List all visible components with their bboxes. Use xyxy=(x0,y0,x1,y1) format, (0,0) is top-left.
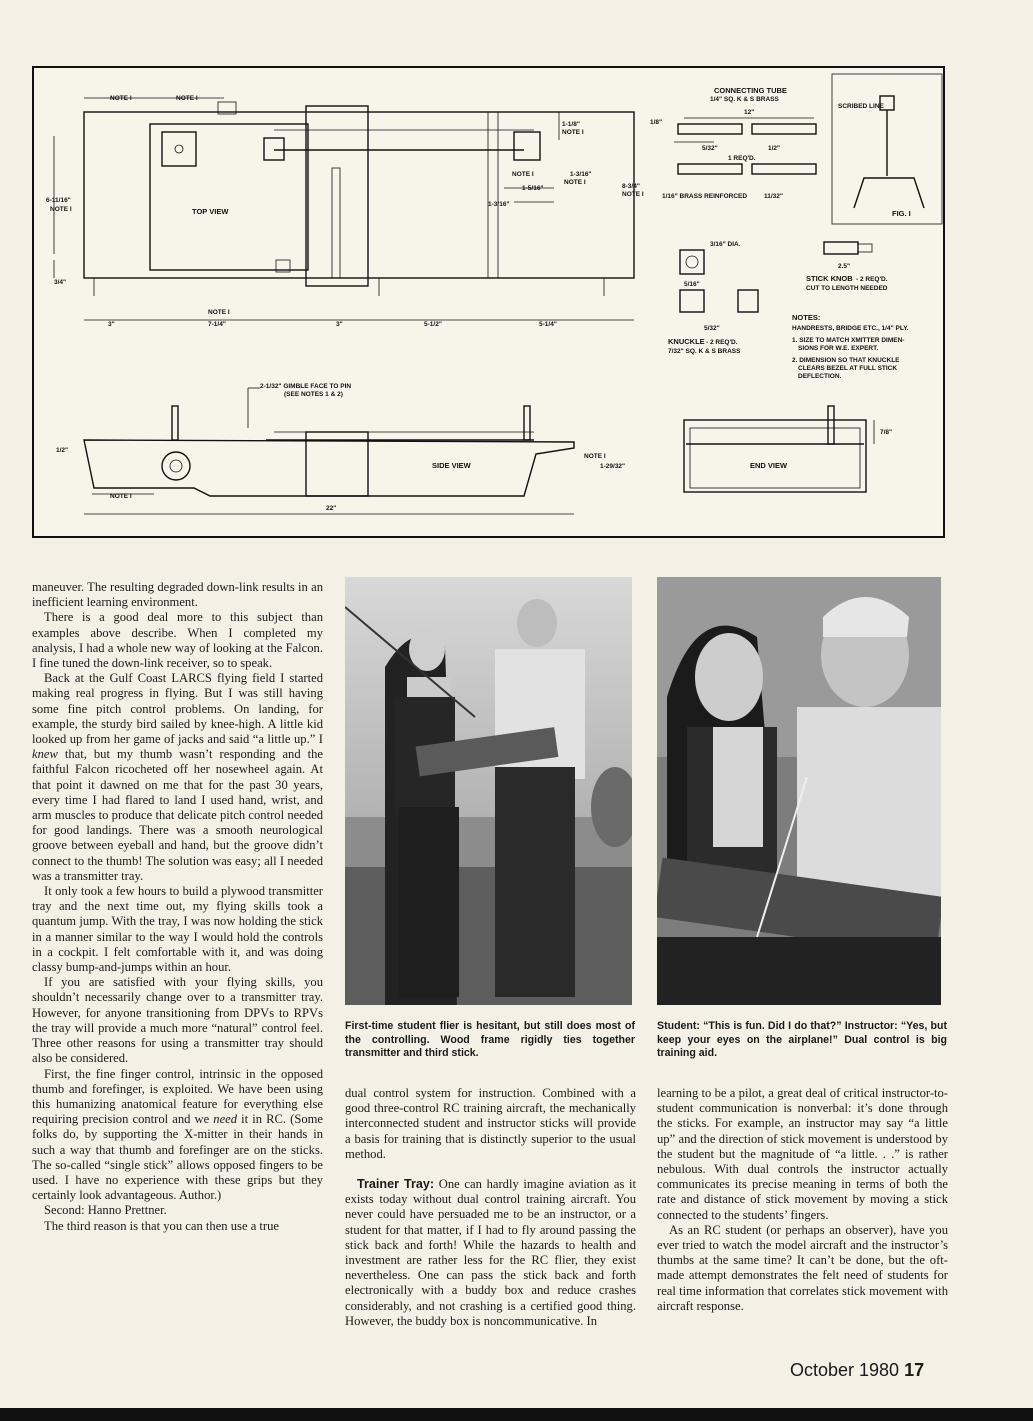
dim-1-5-16: 1-5/16" xyxy=(522,185,544,192)
side-view-label: SIDE VIEW xyxy=(432,461,471,470)
dim-1-29-32: 1-29/32" xyxy=(600,463,626,470)
col3-para-2: As an RC student (or perhaps an observer), have you ever tried to watch the model aircraft and the instructor’s thumbs at the same time? It can’t be done, but the oft-made attempt demonstrates the felt need of students for real time information that correlates stick movement with aircraft response. xyxy=(657,1222,948,1313)
dim-6-11-16: 6-11/16" xyxy=(46,197,71,204)
note1-label-b: NOTE I xyxy=(176,95,198,102)
article-column-3 xyxy=(657,1086,948,1314)
notes-1b: SIONS FOR W.E. EXPERT. xyxy=(798,345,879,352)
col1-para-4: It only took a few hours to build a plywood transmitter tray and the next time out, my flying skills took a quantum jump. With the tray, I was now holding the stick in a manner similar to the way I would hold the controls in a cockpit. I felt comfortable with it, and was doing classy bump-and-jumps within an hour. xyxy=(32,884,323,975)
photo-student-and-instructor-closeup xyxy=(657,577,941,1005)
col3-para-1: learning to be a pilot, a great deal of critical instructor-to-student communication is nonverbal: it’s done through the sticks. For example, an instructor may say “a little up” and the direction of stick movement is understood by the student but the magnitude of “a little. . .” is rather nebulous. With dual controls the instructor actually communicates its precise meaning in terms of both the rate and distance of stick movement by moving a stick connected to the students’ fingers. xyxy=(657,1086,948,1222)
connecting-tube-title: CONNECTING TUBE xyxy=(714,86,787,95)
dim-3-b: 3" xyxy=(336,321,343,328)
knuckle-title: KNUCKLE xyxy=(668,337,705,346)
dim-7-1-4: 7-1/4" xyxy=(208,321,226,328)
dim-1-2: 1/2" xyxy=(56,447,69,454)
stick-knob-spec: - 2 REQ'D. xyxy=(856,276,888,283)
note1-label-a: NOTE I xyxy=(110,95,132,102)
col1-para-5: If you are satisfied with your flying skills, you shouldn’t necessarily change over to a transmitter tray. However, for anyone transitioning from DPVs to RPVs the tray will provide a much more “natural” control feel. Three other reasons for using a transmitter tray should also be considered. xyxy=(32,975,323,1066)
technical-drawing xyxy=(32,66,945,538)
article-column-2 xyxy=(345,1086,636,1329)
issue-date: October 1980 xyxy=(790,1360,900,1380)
notes-1a: 1. SIZE TO MATCH XMITTER DIMEN- xyxy=(792,337,905,344)
photo-student-and-instructor-standing xyxy=(345,577,632,1005)
page-number: 17 xyxy=(904,1360,925,1380)
drawing-notes xyxy=(792,313,909,380)
gimble-note2: (SEE NOTES 1 & 2) xyxy=(284,391,343,398)
col1-para-6: First, the fine finger control, intrinsic in the opposed thumb and forefinger, is exploited. We have been using this humanizing anatomical feature for everything else requiring precision control and we need it in RC. (Some folks do, by supporting the X-mitter in their hands in such a way that thumb and forefinger are on the sticks. The so-called “single stick” allows opposed fingers to be used. I have no experience with these grips but they certainly look advantageous. Author.) xyxy=(32,1066,324,1203)
brass-reinforced: 1/16" BRASS REINFORCED xyxy=(662,193,748,200)
dim-1-3-16: 1-3/16" xyxy=(570,171,592,178)
col1-para-8: The third reason is that you can then use a true xyxy=(44,1218,280,1233)
photo2-image xyxy=(657,577,941,1005)
article-column-1 xyxy=(32,580,323,1234)
top-view-label: TOP VIEW xyxy=(192,207,229,216)
top-view-drawing xyxy=(46,95,644,328)
one-reqd: 1 REQ'D. xyxy=(728,155,756,162)
side-view-drawing xyxy=(56,383,625,514)
dim-5-32b: 5/32" xyxy=(704,325,720,332)
note1-label-c: NOTE I xyxy=(50,206,72,213)
knuckle-drawing xyxy=(668,241,758,355)
trainer-tray-heading: Trainer Tray: xyxy=(357,1177,435,1192)
dim-7-8: 7/8" xyxy=(880,429,893,436)
stick-knob-drawing xyxy=(806,242,888,292)
end-view-label: END VIEW xyxy=(750,461,788,470)
dim-5-1-4: 5-1/4" xyxy=(539,321,557,328)
dim-1-8: 1/8" xyxy=(650,119,663,126)
knuckle-spec: - 2 REQ'D. xyxy=(706,339,738,346)
photo1-image xyxy=(345,577,632,1005)
notes-0: HANDRESTS, BRIDGE ETC., 1/4" PLY. xyxy=(792,325,909,332)
dim-2-5: 2.5" xyxy=(838,263,851,270)
dim-3-16-dia: 3/16" DIA. xyxy=(710,241,741,248)
dim-1-3-16-b: 1-3/16" xyxy=(488,201,510,208)
stick-knob-title: STICK KNOB xyxy=(806,274,853,283)
notes-title: NOTES: xyxy=(792,313,821,322)
fig1-drawing xyxy=(832,74,942,224)
dim-5-32: 5/32" xyxy=(702,145,718,152)
photo2-caption: Student: “This is fun. Did I do that?” Instructor: “Yes, but keep your eyes on the airplane!” Dual control is big training aid. xyxy=(657,1020,947,1060)
tube-spec: 1/4" SQ. K & S BRASS xyxy=(710,96,779,103)
dim-3-4: 3/4" xyxy=(54,279,67,286)
connecting-tube-drawing xyxy=(650,86,816,200)
knuckle-spec2: 7/32" SQ. K & S BRASS xyxy=(668,348,741,355)
notes-2a: 2. DIMENSION SO THAT KNUCKLE xyxy=(792,357,900,364)
col1-para-2: There is a good deal more to this subject than examples above describe. When I completed my analysis, I had a whole new way of looking at the Falcon. I fine tuned the down-link receiver, so to speak. xyxy=(32,610,323,671)
dim-5-16: 5/16" xyxy=(684,281,700,288)
note1-label-g: NOTE I xyxy=(564,179,586,186)
trainer-tray-plans xyxy=(34,68,943,536)
col2-para-1: dual control system for instruction. Combined with a good three-control RC training aircraft, the mechanically interconnected student and instructor sticks will provide a basis for training that is distinctly superior to the usual method. xyxy=(345,1086,636,1161)
stick-knob-spec2: CUT TO LENGTH NEEDED xyxy=(806,285,888,292)
note1-label-d: NOTE I xyxy=(208,309,230,316)
dim-22: 22" xyxy=(326,505,337,512)
note1-label-f: NOTE I xyxy=(512,171,534,178)
col2-para-2: Trainer Tray: One can hardly imagine aviation as it exists today without dual control training aircraft. You never could have persuaded me to be an instructor, or a student for that matter, if I had to fly around passing the stick back and forth! While the hazards to health and investment are rather less for the RC flier, they exist nevertheless. One can pass the stick back and forth electronically with a buddy box and reduce crashes considerably, and not crashing is a certified good thing. However, the buddy box is noncommunicative. In xyxy=(345,1177,636,1328)
note1-label-i: NOTE I xyxy=(110,493,132,500)
notes-2b: CLEARS BEZEL AT FULL STICK xyxy=(798,365,898,372)
dim-1-1-8: 1-1/8" xyxy=(562,121,580,128)
note1-label-j: NOTE I xyxy=(584,453,606,460)
page-folio xyxy=(790,1360,924,1381)
col1-para-3: Back at the Gulf Coast LARCS flying field I started making real progress in flying. But I was still having some fine pitch control problems. On landing, for example, the sturdy bird sailed by knee-high. A little kid looked up from her game of jacks and said “a little up.” I knew that, but my thumb wasn’t responding and the faithful Falcon ricocheted off her nosewheel again. At that point it dawned on me that for the past 30 years, every time I had flared to land I used hand, wrist, and arm muscles to produce that delicate pitch control needed for good landings. There was a smooth neurological groove between eyeball and hand, but the groove didn’t connect to the thumb! The solution was easy; all I needed was a transmitter tray. xyxy=(32,671,323,883)
photo1-caption: First-time student flier is hesitant, but still does most of the controlling. Wood frame rigidly ties together transmitter and third stick. xyxy=(345,1020,635,1060)
col1-para-7: Second: Hanno Prettner. xyxy=(44,1203,167,1218)
scribed-line: SCRIBED LINE xyxy=(838,103,884,110)
dim-1-2b: 1/2" xyxy=(768,145,781,152)
note1-label-e: NOTE I xyxy=(562,129,584,136)
dim-8-3-4: 8-3/4" xyxy=(622,183,640,190)
dim-5-1-2: 5-1/2" xyxy=(424,321,442,328)
dim-3-a: 3" xyxy=(108,321,115,328)
note1-label-h: NOTE I xyxy=(622,191,644,198)
dim-12: 12" xyxy=(744,109,755,116)
scan-edge xyxy=(0,1408,1033,1421)
fig1-label: FIG. I xyxy=(892,209,911,218)
notes-2c: DEFLECTION. xyxy=(798,373,842,380)
col1-para-1: maneuver. The resulting degraded down-link results in an inefficient learning environment. xyxy=(32,580,323,610)
dim-11-32: 11/32" xyxy=(764,193,783,200)
end-view-drawing xyxy=(684,406,892,492)
gimble-note: 2-1/32" GIMBLE FACE TO PIN xyxy=(260,383,352,390)
